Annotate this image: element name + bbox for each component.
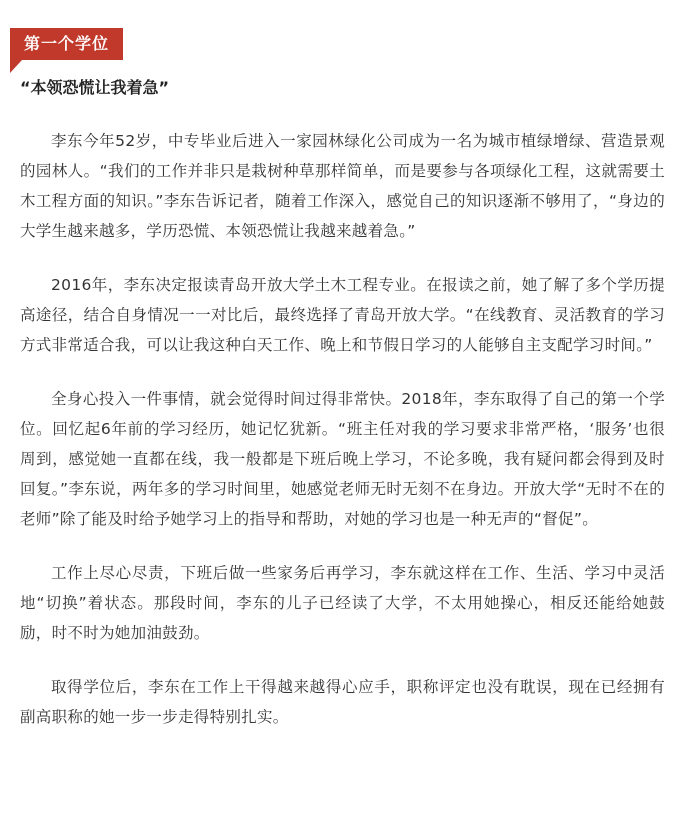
article-paragraph-5: 取得学位后，李东在工作上干得越来越得心应手，职称评定也没有耽误，现在已经拥有副高职称的她一步一步走得特别扎实。	[20, 678, 665, 726]
section-tag: 第一个学位	[10, 28, 123, 60]
article-paragraph-2: 2016年，李东决定报读青岛开放大学土木工程专业。在报读之前，她了解了多个学历提高途径，结合自身情况一一对比后，最终选择了青岛开放大学。“在线教育、灵活教育的学习方式非常适合我，可以让我这种白天工作、晚上和节假日学习的人能够自主支配学习时间。”	[20, 276, 665, 354]
section-subtitle: “本领恐慌让我着急”	[20, 78, 170, 97]
article-paragraph-3: 全身心投入一件事情，就会觉得时间过得非常快。2018年，李东取得了自己的第一个学位。回忆起6年前的学习经历，她记忆犹新。“班主任对我的学习要求非常严格，‘服务’也很周到，感觉她一直都在线，我一般都是下班后晚上学习，不论多晚，我有疑问都会得到及时回复。”李东说，两年多的学习时间里，她感觉老师无时无刻不在身边。开放大学“无时不在的老师”除了能及时给予她学习上的指导和帮助，对她的学习也是一种无声的“督促”。	[20, 390, 665, 528]
article-paragraph-1: 李东今年52岁，中专毕业后进入一家园林绿化公司成为一名为城市植绿增绿、营造景观的园林人。“我们的工作并非只是栽树种草那样简单，而是要参与各项绿化工程，这就需要土木工程方面的知识。”李东告诉记者，随着工作深入，感觉自己的知识逐渐不够用了，“身边的大学生越来越多，学历恐慌、本领恐慌让我越来越着急。”	[20, 132, 665, 240]
article-body	[20, 126, 665, 756]
article-paragraph-4: 工作上尽心尽责，下班后做一些家务后再学习，李东就这样在工作、生活、学习中灵活地“切换”着状态。那段时间，李东的儿子已经读了大学，不太用她操心，相反还能给她鼓励，时不时为她加油鼓劲。	[20, 564, 665, 642]
section-tag-corner	[10, 60, 22, 73]
